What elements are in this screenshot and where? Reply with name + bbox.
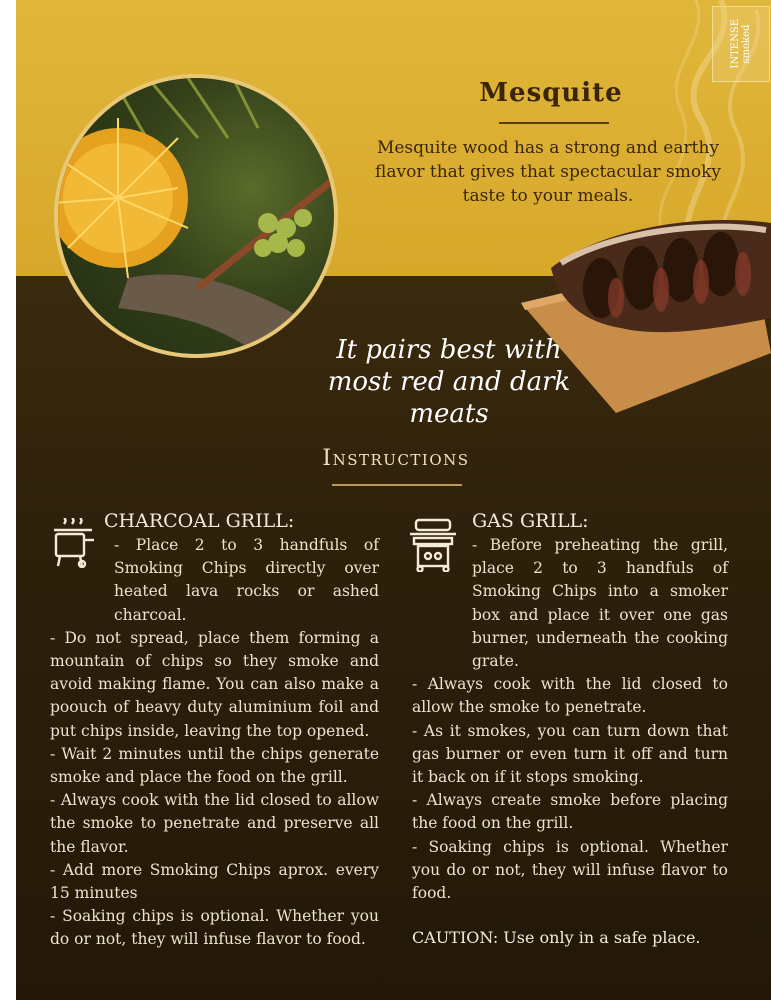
caution-note: CAUTION: Use only in a safe place. [412,928,701,947]
badge-intensity: INTENSE [730,19,741,69]
pairing-line-2: most red and dark meats [327,367,571,429]
charcoal-step-6: - Soaking chips is optional. Whether you do or not, they will infuse flavor to food. [50,907,379,949]
title-divider [499,122,609,124]
gas-step-5: - Soaking chips is optional. Whether you do or not, they will infuse flavor to food. [412,837,728,903]
badge-style: smoked [741,24,752,64]
product-panel [16,0,771,1000]
charcoal-step-2: - Do not spread, place them forming a mountain of chips so they smoke and avoid making flame. You can also make a poouch of heavy duty aluminium foil and put chips inside, leaving the top opened. [50,628,379,740]
wood-title: Mesquite [479,78,623,108]
charcoal-step-4: - Always cook with the lid closed to allow the smoke to penetrate and preserve all the flavor. [50,791,379,856]
mesquite-photo [54,74,338,358]
pairing-text [304,334,594,430]
charcoal-step-1: - Place 2 to 3 handfuls of Smoking Chips directly over heated lava rocks or ashed charcoal. [114,536,379,624]
charcoal-grill-title: CHARCOAL GRILL: [104,510,295,532]
gas-grill-title: GAS GRILL: [472,510,589,532]
pairing-line-1: It pairs best with [336,335,562,365]
gas-step-2: - Always cook with the lid closed to allow the smoke to penetrate. [412,675,728,717]
gas-step-1: - Before preheating the grill, place 2 to 3 handfuls of Smoking Chips into a smoker box and place it over one gas burner, underneath the cooking grate. [472,536,728,671]
charcoal-step-5: - Add more Smoking Chips aprox. every 15 minutes [50,860,379,903]
gas-grill-steps [412,534,728,905]
gas-step-4: - Always create smoke before placing the food on the grill. [412,791,728,833]
intensity-badge [712,6,770,82]
gas-step-3: - As it smokes, you can turn down that gas burner or even turn it off and turn it back on if it stops smoking. [412,721,728,787]
instructions-divider [332,484,462,486]
wood-description: Mesquite wood has a strong and earthy flavor that gives that spectacular smoky taste to your meals. [375,138,721,206]
charcoal-step-3: - Wait 2 minutes until the chips generate smoke and place the food on the grill. [50,744,379,787]
charcoal-grill-steps [50,534,379,952]
instructions-heading: Instructions [322,446,470,471]
